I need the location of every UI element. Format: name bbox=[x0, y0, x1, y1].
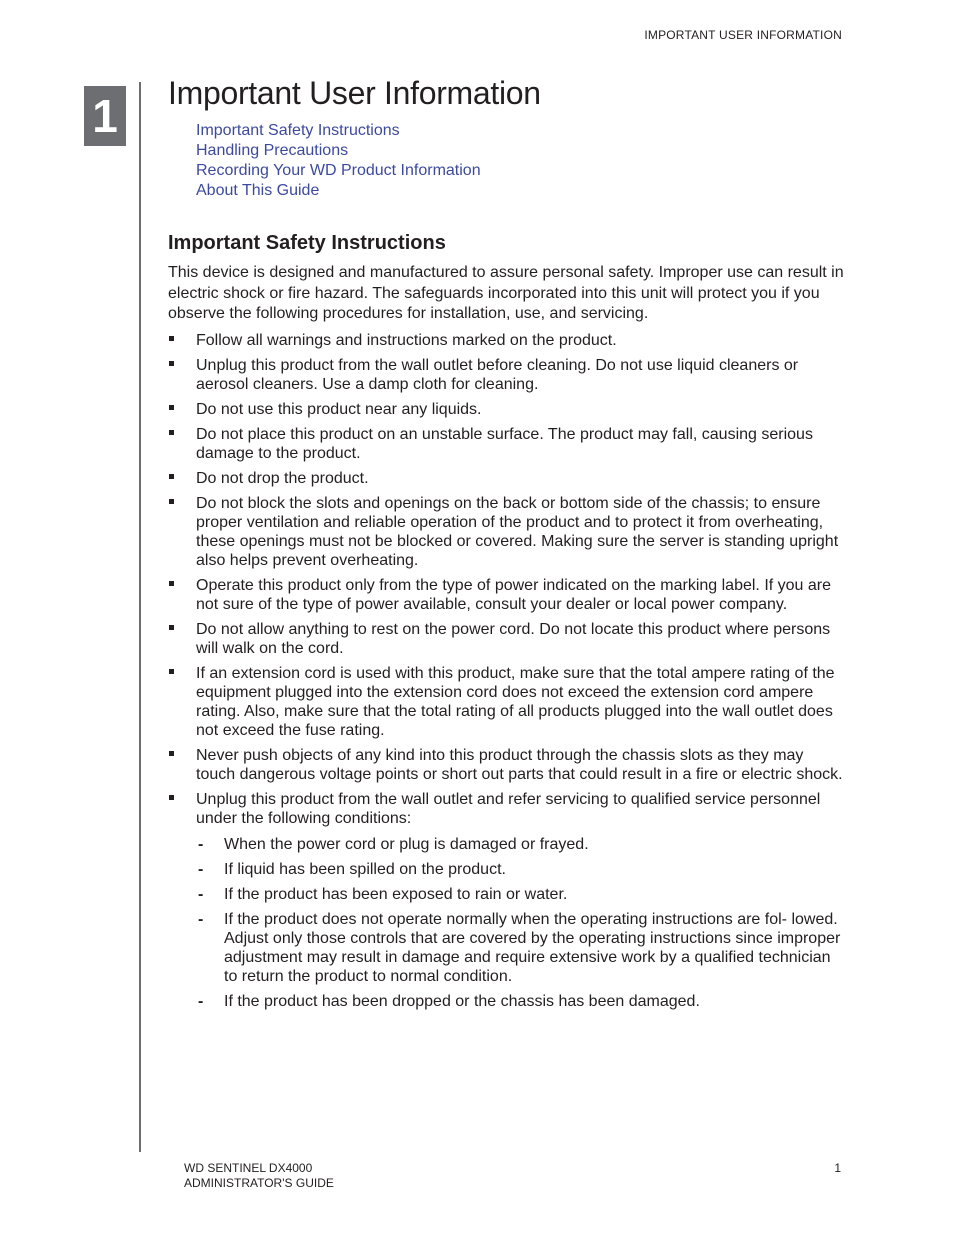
section-intro: This device is designed and manufactured to assure personal safety. Improper use can result in electric shock or fire hazard. The safeguards incorporated into this unit will protect you if you observe the following procedures for installation, use, and servicing. bbox=[168, 264, 844, 322]
list-item-text: Operate this product only from the type of power indicated on the marking label. If you are not sure of the type of power available, consult your dealer or local power company. bbox=[196, 576, 832, 613]
footer-product-name: WD SENTINEL DX4000 bbox=[184, 1161, 313, 1175]
chapter-toc bbox=[196, 121, 844, 201]
chapter-number-badge: 1 bbox=[84, 86, 126, 146]
bullet-square-icon bbox=[169, 751, 174, 756]
toc-link-safety-instructions[interactable]: Important Safety Instructions bbox=[196, 122, 400, 139]
toc-link-handling-precautions[interactable]: Handling Precautions bbox=[196, 142, 349, 159]
list-item-text: Do not use this product near any liquids. bbox=[196, 400, 482, 418]
sub-list-item bbox=[196, 910, 844, 986]
bullet-square-icon bbox=[169, 430, 174, 435]
chapter-divider-rule bbox=[139, 82, 141, 1152]
servicing-conditions-list bbox=[196, 835, 844, 1011]
bullet-square-icon bbox=[169, 795, 174, 800]
sub-list-item-text: If the product does not operate normally when the operating instructions are fol- lowed. Adjust only those controls that are covered by the operating instructions since improper adjustment may result in damage and require extensive work by a qualified technician to return the product to normal condition. bbox=[224, 910, 841, 985]
chapter-title: Important User Information bbox=[168, 75, 541, 111]
list-item-text: Do not place this product on an unstable surface. The product may fall, causing serious damage to the product. bbox=[196, 425, 813, 462]
sub-list-item bbox=[196, 860, 844, 879]
bullet-square-icon bbox=[169, 581, 174, 586]
toc-item bbox=[196, 121, 844, 141]
list-item-text: Do not allow anything to rest on the power cord. Do not locate this product where persons will walk on the cord. bbox=[196, 620, 831, 657]
list-item-text: If an extension cord is used with this product, make sure that the total ampere rating of the equipment plugged into the extension cord does not exceed the extension cord ampere rating. Also, make sure that the total rating of all products plugged into the wall outlet does not exceed the fuse rating. bbox=[196, 664, 835, 739]
list-item-text: Follow all warnings and instructions marked on the product. bbox=[196, 331, 617, 349]
toc-link-recording-product-info[interactable]: Recording Your WD Product Information bbox=[196, 162, 481, 179]
section-heading: Important Safety Instructions bbox=[168, 232, 446, 254]
list-item bbox=[168, 746, 844, 784]
list-item bbox=[168, 620, 844, 658]
dash-bullet-icon: - bbox=[198, 910, 204, 928]
page-content bbox=[168, 72, 844, 1017]
bullet-square-icon bbox=[169, 669, 174, 674]
sub-list-item-text: If the product has been dropped or the chassis has been damaged. bbox=[224, 992, 700, 1010]
toc-item bbox=[196, 181, 844, 201]
list-item bbox=[168, 425, 844, 463]
list-item-text: Never push objects of any kind into this product through the chassis slots as they may touch dangerous voltage points or short out parts that could result in a fire or electric shock. bbox=[196, 746, 843, 783]
list-item-text: Do not drop the product. bbox=[196, 469, 369, 487]
dash-bullet-icon: - bbox=[198, 885, 204, 903]
dash-bullet-icon: - bbox=[198, 992, 204, 1010]
footer-document-title bbox=[184, 1161, 334, 1191]
list-item-text: Unplug this product from the wall outlet and refer servicing to qualified service personnel under the following conditions: bbox=[196, 790, 821, 827]
list-item bbox=[168, 356, 844, 394]
bullet-square-icon bbox=[169, 405, 174, 410]
footer-guide-name: ADMINISTRATOR'S GUIDE bbox=[184, 1176, 334, 1190]
bullet-square-icon bbox=[169, 336, 174, 341]
running-header: IMPORTANT USER INFORMATION bbox=[644, 28, 842, 42]
bullet-square-icon bbox=[169, 474, 174, 479]
sub-list-item-text: When the power cord or plug is damaged or frayed. bbox=[224, 835, 589, 853]
list-item bbox=[168, 494, 844, 570]
bullet-square-icon bbox=[169, 361, 174, 366]
toc-item bbox=[196, 141, 844, 161]
toc-link-about-this-guide[interactable]: About This Guide bbox=[196, 182, 320, 199]
list-item-text: Do not block the slots and openings on the back or bottom side of the chassis; to ensure proper ventilation and reliable operation of the product and to protect it from overheating, these openings must not be blocked or covered. Making sure the server is standing upright also helps prevent overheating. bbox=[196, 494, 839, 569]
bullet-square-icon bbox=[169, 625, 174, 630]
sub-list-item-text: If liquid has been spilled on the product. bbox=[224, 860, 506, 878]
dash-bullet-icon: - bbox=[198, 860, 204, 878]
bullet-square-icon bbox=[169, 499, 174, 504]
page-number: 1 bbox=[834, 1161, 841, 1175]
sub-list-item-text: If the product has been exposed to rain or water. bbox=[224, 885, 568, 903]
sub-list-item bbox=[196, 885, 844, 904]
list-item bbox=[168, 790, 844, 1011]
sub-list-item bbox=[196, 992, 844, 1011]
list-item bbox=[168, 469, 844, 488]
list-item bbox=[168, 331, 844, 350]
toc-item bbox=[196, 161, 844, 181]
dash-bullet-icon: - bbox=[198, 835, 204, 853]
list-item bbox=[168, 664, 844, 740]
sub-list-item bbox=[196, 835, 844, 854]
list-item bbox=[168, 400, 844, 419]
list-item bbox=[168, 576, 844, 614]
list-item-text: Unplug this product from the wall outlet before cleaning. Do not use liquid cleaners or aerosol cleaners. Use a damp cloth for cleaning. bbox=[196, 356, 799, 393]
safety-bullet-list bbox=[168, 331, 844, 1011]
